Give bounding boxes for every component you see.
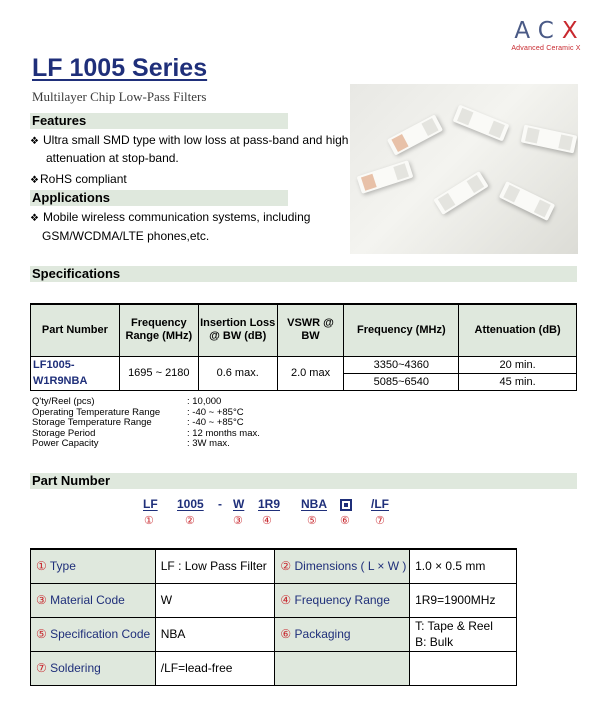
code-segment-frequency: 1R9: [258, 497, 281, 511]
logo-tagline: Advanced Ceramic X: [511, 45, 581, 52]
value-packaging: T: Tape & Reel B: Bulk: [410, 617, 517, 651]
cell-vswr: 2.0 max: [277, 356, 344, 390]
label-specification-code: ⑤ Specification Code: [31, 617, 156, 651]
value-frequency-range: 1R9=1900MHz: [410, 583, 517, 617]
value-specification-code: NBA: [155, 617, 275, 651]
packaging-box-icon: [340, 499, 352, 511]
cell-part-number: LF1005-W1R9NBA: [31, 356, 120, 390]
logo-wordmark: ACX: [514, 18, 586, 44]
chip-image: [499, 181, 555, 221]
header-vswr: VSWR @ BW: [277, 304, 344, 356]
label-type: ① Type: [31, 549, 156, 583]
cell-stop-frequency-1: 3350~4360: [344, 356, 459, 373]
cell-attenuation-1: 20 min.: [459, 356, 577, 373]
feature-line-2: attenuation at stop-band.: [46, 151, 179, 165]
header-frequency: Frequency (MHz): [344, 304, 459, 356]
list-item: Q'ty/Reel (pcs) : 10,000: [32, 396, 222, 407]
code-segment-type: LF: [143, 497, 158, 511]
diamond-bullet-icon: ❖: [30, 213, 39, 224]
product-photo: [350, 84, 578, 254]
value-soldering: /LF=lead-free: [155, 651, 275, 685]
code-dash: -: [218, 497, 222, 511]
code-segment-soldering: /LF: [371, 497, 389, 511]
header-frequency-range: Frequency Range (MHz): [119, 304, 198, 356]
list-item: Storage Period : 12 months max.: [32, 427, 260, 439]
feature-line-1: ❖ Ultra small SMD type with low loss at pass-band and high: [30, 133, 349, 147]
header-attenuation: Attenuation (dB): [459, 304, 577, 356]
cell-frequency-range: 1695 ~ 2180: [119, 356, 198, 390]
chip-image: [357, 160, 414, 194]
label-frequency-range: ④ Frequency Range: [275, 583, 410, 617]
label-material-code: ③ Material Code: [31, 583, 156, 617]
application-line-2: GSM/WCDMA/LTE phones,etc.: [42, 229, 210, 243]
parameters-list: [32, 397, 260, 450]
value-empty: [410, 651, 517, 685]
table-row: [31, 356, 577, 373]
list-item: Power Capacity : 3W max.: [32, 438, 230, 450]
cell-insertion-loss: 0.6 max.: [198, 356, 277, 390]
acx-logo: [500, 18, 592, 52]
code-segment-dimensions: 1005: [177, 497, 204, 511]
cell-stop-frequency-2: 5085~6540: [344, 373, 459, 390]
code-segment-material: W: [233, 497, 245, 511]
chip-image: [433, 171, 488, 215]
value-dimensions: 1.0 × 0.5 mm: [410, 549, 517, 583]
application-line-1: ❖ Mobile wireless communication systems, including: [30, 210, 311, 224]
applications-heading: Applications: [30, 190, 288, 206]
table-row: [31, 583, 517, 617]
table-row: [31, 617, 517, 651]
feature-line-3: ❖RoHS compliant: [30, 172, 127, 186]
page-title: LF 1005 Series: [32, 54, 208, 82]
diamond-bullet-icon: ❖: [30, 175, 39, 186]
cell-attenuation-2: 45 min.: [459, 373, 577, 390]
chip-image: [521, 125, 578, 154]
label-dimensions: ② Dimensions ( L × W ): [275, 549, 410, 583]
label-packaging: ⑥ Packaging: [275, 617, 410, 651]
label-soldering: ⑦ Soldering: [31, 651, 156, 685]
specifications-table: [30, 303, 577, 391]
specifications-heading: Specifications: [30, 266, 577, 282]
label-empty: [275, 651, 410, 685]
features-heading: Features: [30, 113, 288, 129]
chip-image: [387, 114, 443, 155]
value-type: LF : Low Pass Filter: [155, 549, 275, 583]
table-row: [31, 651, 517, 685]
code-segment-specification: NBA: [301, 497, 327, 511]
chip-image: [453, 105, 510, 142]
diamond-bullet-icon: ❖: [30, 136, 39, 147]
part-number-heading: Part Number: [30, 473, 577, 489]
table-header-row: [31, 304, 577, 356]
list-item: Storage Temperature Range : -40 ~ +85°C: [32, 417, 244, 429]
table-row: [31, 549, 517, 583]
header-insertion-loss: Insertion Loss @ BW (dB): [198, 304, 277, 356]
header-part-number: Part Number: [31, 304, 120, 356]
value-material-code: W: [155, 583, 275, 617]
list-item: Operating Temperature Range : -40 ~ +85°C: [32, 406, 244, 418]
part-number-table: [30, 548, 517, 686]
page-subtitle: Multilayer Chip Low-Pass Filters: [32, 89, 207, 104]
